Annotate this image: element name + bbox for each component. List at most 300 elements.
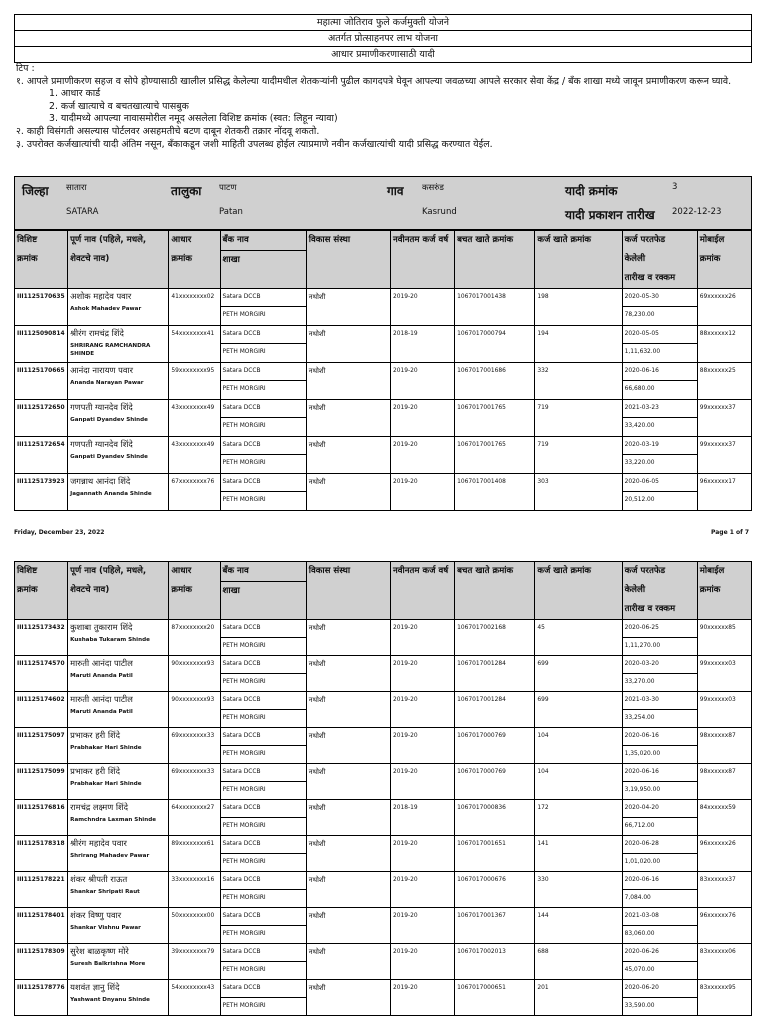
- name-cell: [68, 908, 169, 944]
- repayment-cell: [622, 474, 697, 511]
- name-marathi: प्रभाकर हरी शिंदे: [70, 730, 121, 740]
- savings-account-cell: [455, 800, 535, 836]
- header-name-line-2: शेवटचे नाव): [70, 585, 110, 595]
- loan-year-cell: [390, 437, 454, 474]
- aadhaar-number: 50xxxxxxxx00: [171, 913, 215, 919]
- bank-cell: [220, 908, 306, 944]
- savings-account: 1067017001686: [457, 368, 506, 374]
- branch-name: PETH MORGIRI: [222, 823, 266, 829]
- name-cell: [68, 363, 169, 400]
- aadhaar-number: 69xxxxxxxx33: [171, 769, 215, 775]
- header-society-text: विकास संस्था: [308, 235, 351, 245]
- header-bank: [220, 562, 306, 620]
- aadhaar-number: 54xxxxxxxx43: [171, 985, 215, 991]
- mobile-number: 99xxxxxx37: [699, 442, 736, 448]
- repayment-cell: [622, 289, 697, 326]
- unique-id: III1125172654: [17, 442, 65, 448]
- aadhaar-cell: [169, 437, 220, 474]
- bank-name: Satara DCCB: [221, 980, 306, 998]
- name-cell: [68, 474, 169, 511]
- repayment-amount: 66,712.00: [624, 823, 655, 829]
- loan-account: 201: [537, 985, 549, 991]
- loan-account-cell: [535, 980, 622, 1016]
- savings-account-cell: [455, 620, 535, 656]
- note-item-3: 3. यादीमध्ये आपल्या नावासमोरील नमूद असलेला विशिष्ट क्रमांक (स्वत: लिहून न्यावा): [49, 113, 338, 125]
- unique-id-cell: [15, 764, 68, 800]
- name-cell: [68, 289, 169, 326]
- repayment-amount: 66,680.00: [624, 386, 655, 392]
- unique-id-cell: [15, 656, 68, 692]
- name-marathi: कुशाबा तुकाराम शिंदे: [70, 622, 133, 632]
- mobile-cell: [697, 728, 751, 764]
- name-marathi: रामचंद्र लक्ष्मण शिंदे: [70, 802, 129, 812]
- location-info-box: [14, 176, 752, 230]
- district-label: जिल्हा: [22, 184, 49, 198]
- aadhaar-number: 33xxxxxxxx16: [171, 877, 215, 883]
- repayment-amount: 20,512.00: [624, 497, 655, 503]
- loan-year-cell: [390, 620, 454, 656]
- table-row: [15, 836, 752, 872]
- list-date: 2022-12-23: [672, 207, 722, 217]
- loan-year-cell: [390, 289, 454, 326]
- loan-year-cell: [390, 728, 454, 764]
- table-row: [15, 800, 752, 836]
- society-name: नथोशी: [308, 732, 326, 740]
- header-repay-line-1: कर्ज परतफेड: [624, 235, 666, 245]
- aadhaar-cell: [169, 620, 220, 656]
- header-name-line-2: शेवटचे नाव): [70, 254, 110, 264]
- loan-year-cell: [390, 474, 454, 511]
- loan-account-cell: [535, 289, 622, 326]
- bank-name: Satara DCCB: [221, 363, 306, 381]
- name-english: Yashwant Dnyanu Shinde: [70, 997, 150, 1003]
- header-loan_year: [390, 231, 454, 289]
- society-cell: [306, 764, 390, 800]
- loan-account-cell: [535, 692, 622, 728]
- branch-name: PETH MORGIRI: [222, 460, 266, 466]
- savings-account: 1067017001284: [457, 661, 506, 667]
- savings-account: 1067017000676: [457, 877, 506, 883]
- name-marathi: गणपती ग्यानदेव शिंदे: [70, 439, 133, 449]
- unique-id-cell: [15, 872, 68, 908]
- aadhaar-cell: [169, 872, 220, 908]
- note-item-2: 2. कर्ज खात्याचे व बचतखात्याचे पासबुक: [49, 100, 189, 112]
- header-loan_acc-text: कर्ज खाते क्रमांक: [537, 235, 592, 245]
- table-row: [15, 400, 752, 437]
- loan-year: 2019-20: [392, 913, 418, 919]
- savings-account-cell: [455, 692, 535, 728]
- repayment-amount: 33,590.00: [624, 1003, 655, 1009]
- aadhaar-number: 87xxxxxxxx20: [171, 625, 215, 631]
- mobile-cell: [697, 692, 751, 728]
- header-id: [15, 231, 68, 289]
- repayment-cell: [622, 872, 697, 908]
- mobile-number: 83xxxxxx95: [699, 985, 736, 991]
- savings-account-cell: [455, 872, 535, 908]
- note-3: ३. उपरोक्त कर्जखात्यांची यादी अंतिम नसून, बँकाकडून जशी माहिती उपलब्ध होईल त्याप्रमाणे नवीन कर्जखात्यांची यादी प्रसिद्ध करण्यात येईल.: [16, 138, 493, 150]
- taluka-mr: पाटण: [219, 183, 237, 193]
- branch-name: PETH MORGIRI: [222, 423, 266, 429]
- name-marathi: सुरेश बाळकृष्ण मोरे: [70, 946, 129, 956]
- savings-account: 1067017000769: [457, 769, 506, 775]
- loan-year-cell: [390, 872, 454, 908]
- bank-cell: [220, 656, 306, 692]
- bank-cell: [220, 400, 306, 437]
- loan-year: 2019-20: [392, 877, 418, 883]
- society-name: नथोशी: [308, 293, 326, 301]
- unique-id-cell: [15, 908, 68, 944]
- mobile-cell: [697, 437, 751, 474]
- repayment-cell: [622, 692, 697, 728]
- header-id-line-2: क्रमांक: [17, 254, 38, 264]
- repayment-amount: 33,270.00: [624, 679, 655, 685]
- note-item-1: 1. आधार कार्ड: [49, 88, 101, 100]
- savings-account-cell: [455, 728, 535, 764]
- aadhaar-number: 41xxxxxxxx02: [171, 294, 215, 300]
- footer-page: Page 1 of 7: [711, 529, 749, 536]
- taluka-en: Patan: [219, 207, 243, 217]
- mobile-cell: [697, 980, 751, 1016]
- unique-id-cell: [15, 400, 68, 437]
- name-marathi: शंकर विष्णु पवार: [70, 910, 122, 920]
- header-aadhaar: [169, 231, 220, 289]
- mobile-cell: [697, 363, 751, 400]
- society-cell: [306, 908, 390, 944]
- branch-name: PETH MORGIRI: [222, 1003, 266, 1009]
- loan-year-cell: [390, 326, 454, 363]
- loan-year-cell: [390, 363, 454, 400]
- name-english: Jagannath Ananda Shinde: [70, 491, 152, 497]
- name-cell: [68, 692, 169, 728]
- loan-year-cell: [390, 944, 454, 980]
- name-marathi: यशवंत ज्ञानु शिंदे: [70, 982, 120, 992]
- loan-account-cell: [535, 836, 622, 872]
- repayment-date: 2020-03-20: [623, 656, 697, 674]
- mobile-cell: [697, 764, 751, 800]
- repayment-date: 2020-03-19: [623, 437, 697, 455]
- table-row: [15, 620, 752, 656]
- loan-year-cell: [390, 400, 454, 437]
- table-row: [15, 692, 752, 728]
- mobile-cell: [697, 872, 751, 908]
- aadhaar-cell: [169, 836, 220, 872]
- table-header-row: [15, 562, 752, 620]
- society-name: नथोशी: [308, 696, 326, 704]
- loan-account: 688: [537, 949, 549, 955]
- header-bank-name: बँक नाव: [221, 231, 306, 251]
- society-cell: [306, 400, 390, 437]
- unique-id-cell: [15, 728, 68, 764]
- loan-year: 2019-20: [392, 841, 418, 847]
- header-society-text: विकास संस्था: [308, 566, 351, 576]
- society-cell: [306, 474, 390, 511]
- name-marathi: शंकर श्रीपती राऊत: [70, 874, 128, 884]
- loan-year: 2019-20: [392, 368, 418, 374]
- branch-name: PETH MORGIRI: [222, 787, 266, 793]
- beneficiary-table-page-1: [14, 230, 752, 511]
- unique-id: III1125172650: [17, 405, 65, 411]
- bank-cell: [220, 944, 306, 980]
- mobile-cell: [697, 620, 751, 656]
- bank-cell: [220, 692, 306, 728]
- mobile-number: 98xxxxxx87: [699, 769, 736, 775]
- branch-name: PETH MORGIRI: [222, 931, 266, 937]
- branch-name: PETH MORGIRI: [222, 312, 266, 318]
- header-mobile: [697, 562, 751, 620]
- unique-id: III1125178776: [17, 985, 65, 991]
- mobile-number: 83xxxxxx06: [699, 949, 736, 955]
- village-en: Kasrund: [422, 207, 457, 217]
- bank-cell: [220, 437, 306, 474]
- loan-year-cell: [390, 980, 454, 1016]
- society-cell: [306, 836, 390, 872]
- mobile-cell: [697, 289, 751, 326]
- header-savings: [455, 562, 535, 620]
- name-english: Kushaba Tukaram Shinde: [70, 637, 150, 643]
- unique-id: III1125174602: [17, 697, 65, 703]
- mobile-number: 96xxxxxx26: [699, 841, 736, 847]
- bank-name: Satara DCCB: [221, 944, 306, 962]
- name-cell: [68, 326, 169, 363]
- aadhaar-cell: [169, 692, 220, 728]
- table-row: [15, 980, 752, 1016]
- loan-year: 2019-20: [392, 442, 418, 448]
- aadhaar-cell: [169, 764, 220, 800]
- bank-cell: [220, 728, 306, 764]
- bank-name: Satara DCCB: [221, 908, 306, 926]
- bank-cell: [220, 474, 306, 511]
- name-english: Prabhakar Hari Shinde: [70, 745, 142, 751]
- loan-account-cell: [535, 944, 622, 980]
- bank-cell: [220, 289, 306, 326]
- loan-year: 2018-19: [392, 331, 418, 337]
- repayment-amount: 1,35,020.00: [624, 751, 661, 757]
- name-english: Prabhakar Hari Shinde: [70, 781, 142, 787]
- savings-account: 1067017001651: [457, 841, 506, 847]
- table-row: [15, 944, 752, 980]
- repayment-amount: 33,420.00: [624, 423, 655, 429]
- bank-name: Satara DCCB: [221, 289, 306, 307]
- mobile-number: 83xxxxxx37: [699, 877, 736, 883]
- loan-account-cell: [535, 326, 622, 363]
- loan-account-cell: [535, 656, 622, 692]
- society-cell: [306, 437, 390, 474]
- list-number: 3: [672, 182, 678, 192]
- loan-account-cell: [535, 800, 622, 836]
- header-id: [15, 562, 68, 620]
- aadhaar-cell: [169, 289, 220, 326]
- branch-name: PETH MORGIRI: [222, 751, 266, 757]
- repayment-date: 2020-05-30: [623, 289, 697, 307]
- savings-account: 1067017001367: [457, 913, 506, 919]
- society-name: नथोशी: [308, 840, 326, 848]
- aadhaar-cell: [169, 728, 220, 764]
- loan-account-cell: [535, 764, 622, 800]
- aadhaar-number: 64xxxxxxxx27: [171, 805, 215, 811]
- aadhaar-number: 43xxxxxxxx49: [171, 405, 215, 411]
- header-bank-branch: शाखा: [222, 255, 240, 265]
- header-bank: [220, 231, 306, 289]
- aadhaar-number: 69xxxxxxxx33: [171, 733, 215, 739]
- loan-account: 144: [537, 913, 549, 919]
- header-mobile-line-1: मोबाईल: [699, 235, 725, 245]
- loan-year-cell: [390, 836, 454, 872]
- report-titles: [14, 15, 752, 63]
- repayment-date: 2020-06-16: [623, 728, 697, 746]
- savings-account-cell: [455, 326, 535, 363]
- unique-id: III1125178309: [17, 949, 65, 955]
- unique-id-cell: [15, 944, 68, 980]
- society-cell: [306, 656, 390, 692]
- header-aadhaar-line-2: क्रमांक: [171, 585, 192, 595]
- note-1: १. आपले प्रमाणीकरण सहज व सोपे होण्यासाठी खालील प्रसिद्ध केलेल्या यादीमधील शेतकऱ्यांनी पुढील कागदपत्रे घेवून आपल्या जवळच्या आपले सरकार सेवा केंद्र / बँक शाखा मध्ये जावून प्रमाणीकरण करून घ्यावे.: [16, 75, 732, 87]
- bank-cell: [220, 363, 306, 400]
- repayment-amount: 3,19,950.00: [624, 787, 661, 793]
- mobile-number: 99xxxxxx03: [699, 661, 736, 667]
- aadhaar-number: 67xxxxxxxx76: [171, 479, 215, 485]
- mobile-cell: [697, 400, 751, 437]
- loan-year: 2019-20: [392, 697, 418, 703]
- society-cell: [306, 800, 390, 836]
- aadhaar-cell: [169, 656, 220, 692]
- unique-id: III1125173923: [17, 479, 65, 485]
- loan-year: 2019-20: [392, 985, 418, 991]
- unique-id-cell: [15, 980, 68, 1016]
- name-english: Shankar Vishnu Pawar: [70, 925, 141, 931]
- branch-name: PETH MORGIRI: [222, 679, 266, 685]
- name-cell: [68, 764, 169, 800]
- loan-account: 719: [537, 442, 549, 448]
- mobile-number: 98xxxxxx87: [699, 733, 736, 739]
- name-english: Maruti Ananda Patil: [70, 673, 133, 679]
- list-date-label: यादी प्रकाशन तारीख: [565, 208, 655, 222]
- name-marathi: श्रीरंग महादेव पवार: [70, 838, 127, 848]
- loan-year: 2019-20: [392, 405, 418, 411]
- header-repay-line-1: कर्ज परतफेड: [624, 566, 666, 576]
- repayment-cell: [622, 944, 697, 980]
- bank-cell: [220, 764, 306, 800]
- aadhaar-cell: [169, 980, 220, 1016]
- loan-year-cell: [390, 692, 454, 728]
- name-cell: [68, 437, 169, 474]
- mobile-number: 99xxxxxx37: [699, 405, 736, 411]
- aadhaar-number: 59xxxxxxxx95: [171, 368, 215, 374]
- bank-name: Satara DCCB: [221, 400, 306, 418]
- village-mr: कसरुंड: [422, 183, 444, 193]
- header-repay-line-2: केलेली: [624, 585, 646, 595]
- savings-account: 1067017002013: [457, 949, 506, 955]
- savings-account: 1067017002168: [457, 625, 506, 631]
- loan-account-cell: [535, 728, 622, 764]
- header-id-line-1: विशिष्ट: [17, 235, 38, 245]
- loan-account: 198: [537, 294, 549, 300]
- branch-name: PETH MORGIRI: [222, 715, 266, 721]
- name-cell: [68, 944, 169, 980]
- name-marathi: श्रीरंग रामचंद्र शिंदे: [70, 328, 124, 338]
- society-cell: [306, 872, 390, 908]
- repayment-cell: [622, 437, 697, 474]
- aadhaar-cell: [169, 908, 220, 944]
- mobile-cell: [697, 800, 751, 836]
- society-name: नथोशी: [308, 478, 326, 486]
- society-cell: [306, 944, 390, 980]
- aadhaar-number: 90xxxxxxxx93: [171, 697, 215, 703]
- society-name: नथोशी: [308, 948, 326, 956]
- loan-account: 303: [537, 479, 549, 485]
- loan-account-cell: [535, 437, 622, 474]
- aadhaar-cell: [169, 800, 220, 836]
- loan-account: 699: [537, 697, 549, 703]
- aadhaar-number: 90xxxxxxxx93: [171, 661, 215, 667]
- table-row: [15, 437, 752, 474]
- repayment-date: 2021-03-23: [623, 400, 697, 418]
- name-marathi: जगन्नाथ आनंदा शिंदे: [70, 476, 131, 486]
- name-cell: [68, 836, 169, 872]
- loan-year: 2019-20: [392, 479, 418, 485]
- repayment-cell: [622, 363, 697, 400]
- aadhaar-number: 39xxxxxxxx79: [171, 949, 215, 955]
- unique-id-cell: [15, 289, 68, 326]
- unique-id: III1125178318: [17, 841, 65, 847]
- table-row: [15, 872, 752, 908]
- savings-account: 1067017001765: [457, 405, 506, 411]
- name-marathi: प्रभाकर हरी शिंदे: [70, 766, 121, 776]
- header-id-line-2: क्रमांक: [17, 585, 38, 595]
- society-cell: [306, 620, 390, 656]
- header-mobile: [697, 231, 751, 289]
- unique-id: III1125175099: [17, 769, 65, 775]
- bank-cell: [220, 872, 306, 908]
- name-english: Ashok Mahadev Pawar: [70, 306, 142, 312]
- society-cell: [306, 363, 390, 400]
- unique-id: III1125170635: [17, 294, 65, 300]
- loan-account: 332: [537, 368, 549, 374]
- name-cell: [68, 872, 169, 908]
- header-repay: [622, 562, 697, 620]
- repayment-cell: [622, 800, 697, 836]
- repayment-amount: 7,084.00: [624, 895, 651, 901]
- name-cell: [68, 620, 169, 656]
- mobile-cell: [697, 908, 751, 944]
- mobile-cell: [697, 656, 751, 692]
- header-name: [68, 231, 169, 289]
- loan-year: 2019-20: [392, 769, 418, 775]
- loan-year: 2018-19: [392, 805, 418, 811]
- unique-id: III1125178221: [17, 877, 65, 883]
- table-row: [15, 656, 752, 692]
- branch-name: PETH MORGIRI: [222, 967, 266, 973]
- header-savings-text: बचत खाते क्रमांक: [457, 235, 514, 245]
- name-marathi: अशोक महादेव पवार: [70, 291, 132, 301]
- name-cell: [68, 800, 169, 836]
- header-aadhaar-line-2: क्रमांक: [171, 254, 192, 264]
- name-english: Ganpati Dyandev Shinde: [70, 454, 148, 460]
- loan-year-cell: [390, 764, 454, 800]
- repayment-date: 2020-06-16: [623, 872, 697, 890]
- savings-account-cell: [455, 289, 535, 326]
- header-repay: [622, 231, 697, 289]
- header-loan_acc: [535, 562, 622, 620]
- bank-name: Satara DCCB: [221, 764, 306, 782]
- loan-account: 104: [537, 769, 549, 775]
- repayment-amount: 45,070.00: [624, 967, 655, 973]
- society-name: नथोशी: [308, 912, 326, 920]
- loan-year: 2019-20: [392, 949, 418, 955]
- savings-account-cell: [455, 437, 535, 474]
- loan-account-cell: [535, 872, 622, 908]
- header-society: [306, 231, 390, 289]
- repayment-cell: [622, 908, 697, 944]
